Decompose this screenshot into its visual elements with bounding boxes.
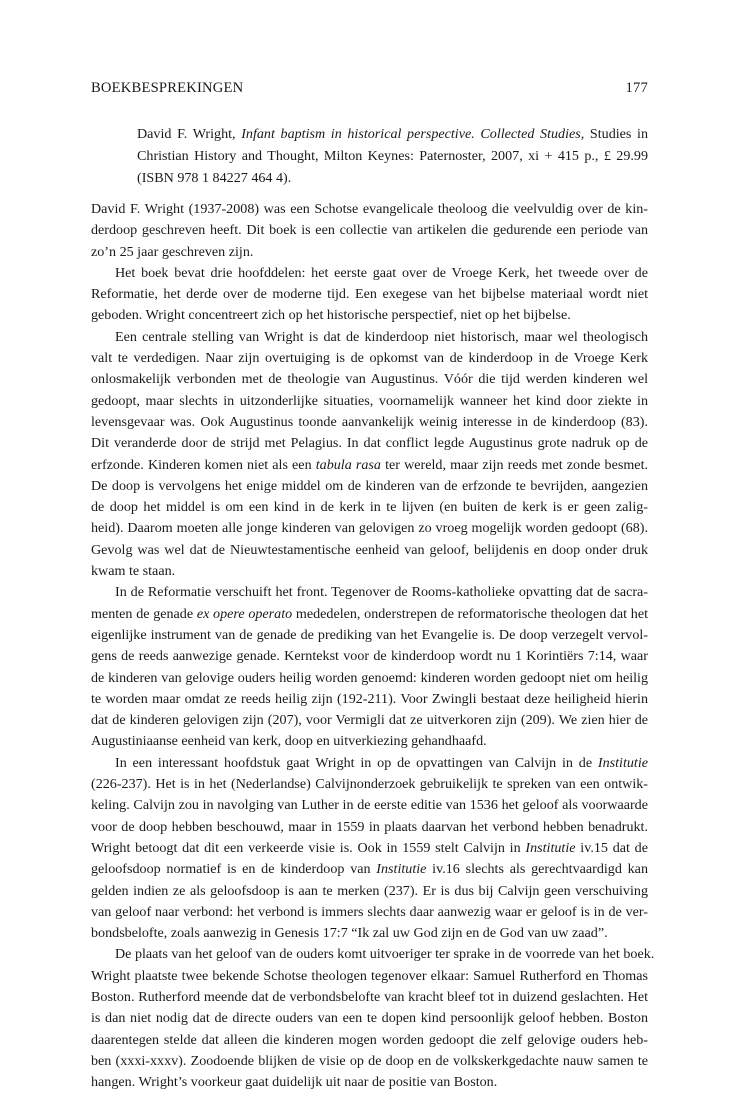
italic-term: ex opere operato <box>196 605 293 622</box>
text-line: gelden indien ze als geloofsdoop is aan te merken (237). Er is dus bij Calvijn geen verschuiving <box>91 882 648 899</box>
text-line: zo’n 25 jaar geschreven zijn. <box>91 243 254 260</box>
text-line: Een centrale stelling van Wright is dat de kinderdoop niet historisch, maar wel theologisch <box>115 328 648 345</box>
citation-series: Studies in <box>584 126 649 142</box>
text-line: geloofsdoop normatief is en de kinderdoop van Institutie iv.16 slechts als gerechtvaardigd kan <box>91 861 648 878</box>
text-line: Wright plaatste twee bekende Schotse theologen tegenover elkaar: Samuel Rutherford en Thomas <box>91 967 648 984</box>
text-line: Reformatie, het derde over de moderne tijd. Een exegese van het bijbelse materiaal wordt niet <box>91 286 648 303</box>
page-number: 177 <box>625 80 648 96</box>
text-line: geboden. Wright concentreert zich op het historische perspectief, niet op het bijbelse. <box>91 307 571 324</box>
paragraph-6 <box>91 944 655 1093</box>
text-line: David F. Wright (1937-2008) was een Schotse evangelicale theoloog die veelvuldig over de kin- <box>91 201 648 217</box>
text-line: Augustiniaanse eenheid van kerk, doop en uitverkiezing gehandhaafd. <box>91 733 487 750</box>
text-line: De plaats van het geloof van de ouders komt uitvoeriger ter sprake in de voorrede van het boek. <box>115 946 655 963</box>
text-line: dat de kinderen gelovigen zijn (207), voor Vermigli dat ze uitverkoren zijn (209). We zien hier de <box>91 712 648 729</box>
text-line: de kinderen van gelovige ouders heilig worden genoemd: kinderen worden gedoopt niet om heilig <box>91 669 648 686</box>
text-line: In een interessant hoofdstuk gaat Wright in op de opvattingen van Calvijn in de Institutie <box>115 754 648 771</box>
paragraph-5 <box>91 753 648 945</box>
text-line: In de Reformatie verschuift het front. Tegenover de Rooms-katholieke opvatting dat de sacra- <box>115 584 648 601</box>
text-line: erfzonde. Kinderen komen niet als een tabula rasa ter wereld, maar zijn reeds met zonde besmet. <box>91 456 649 473</box>
text-line: Het boek bevat drie hoofddelen: het eerste gaat over de Vroege Kerk, het tweede over de <box>115 264 648 281</box>
text-line: bondsbelofte, zoals aanwezig in Genesis 17:7 “Ik zal uw God zijn en de God van uw zaad”. <box>91 925 608 942</box>
text-line: Gevolg was wel dat de Nieuwtestamentische eenheid van geloof, belijdenis en doop onder druk <box>91 541 648 558</box>
italic-term: Institutie <box>597 754 648 771</box>
text-line: De doop is vervolgens het enige middel om de kinderen van de erfzonde te bevrijden, aangezien <box>91 477 648 494</box>
text-line: Dit veranderde door de strijd met Pelagius. In dat conflict legde Augustinus grote nadruk op de <box>91 435 648 452</box>
text-line: Boston. Rutherford meende dat de verbondsbelofte van kracht bleef tot in duizend geslachten. Het <box>91 988 648 1005</box>
text-line: is dan niet nodig dat de directe ouders van een te dopen kind persoonlijk geloof hebben. Boston <box>91 1010 648 1027</box>
italic-term: tabula rasa <box>315 456 381 473</box>
text-line: gens de reeds aanwezige genade. Kerntekst voor de kinderdoop wordt nu 1 Korintiërs 7:14, waar <box>91 648 648 665</box>
text-line: gedoopt, maar slechts in uitzonderlijke situaties, voornamelijk wanneer het kind door ziekte in <box>91 392 648 409</box>
citation-author: David F. Wright, <box>137 126 242 142</box>
paragraph-2 <box>91 263 648 327</box>
review-body <box>91 199 655 1093</box>
text-line: daarentegen stelde dat alleen die kinderen mogen worden gedoopt die zelf gelovige ouders heb- <box>91 1031 648 1048</box>
text-line: voor de doop hebben beschouwd, maar in 1559 in plaats daarvan het verbond hebben benadrukt. <box>91 818 648 835</box>
text-line: keling. Calvijn zou in navolging van Luther in de eerste editie van 1536 het geloof als voorwaarde <box>91 797 648 814</box>
book-citation <box>137 123 648 189</box>
text-line: de doop het middel is om een kind in de kerk in te lijven (en buiten de kerk is er geen zalig- <box>91 499 648 516</box>
text-line: hangen. Wright’s voorkeur gaat duidelijk uit naar de positie van Boston. <box>91 1074 498 1091</box>
text-line: ben (xxxi-xxxv). Zoodoende blijken de visie op de doop en de volkskerkgedachte nauw samen te <box>91 1052 648 1069</box>
text-line: van geloof naar verbond: het verbond is immers slechts daar aanwezig waar er geloof is in de ver- <box>91 903 648 920</box>
italic-term: Institutie <box>525 839 576 856</box>
citation-isbn: (ISBN 978 1 84227 464 4). <box>137 170 292 186</box>
text-line: valt te verdedigen. Naar zijn overtuiging is de opkomst van de kinderdoop in de Vroege Kerk <box>91 350 648 367</box>
text-line: levensgevaar was. Ook Augustinus toonde aanvankelijk weinig interesse in de kinderdoop (83). <box>91 413 648 430</box>
citation-line: Christian History and Thought, Milton Keynes: Paternoster, 2007, xi + 415 p., £ 29.99 <box>137 148 648 164</box>
paragraph-3 <box>91 327 648 583</box>
citation-title: Infant baptism in historical perspective. Collected Studies, <box>241 126 585 142</box>
text-line: te worden maar omdat ze reeds heilig zijn (192-211). Voor Zwingli bestaat deze heiligheid hierin <box>91 690 648 707</box>
paragraph-4 <box>91 582 648 752</box>
text-line: (226-237). Het is in het (Nederlandse) Calvijnonderzoek gebruikelijk te spreken van een ontwik- <box>91 776 648 793</box>
text-line: menten de genade ex opere operato mededelen, onderstrepen de reformatorische theologen dat het <box>91 605 649 622</box>
text-line: derdoop geschreven heeft. Dit boek is een collectie van artikelen die gedurende een periode van <box>91 222 648 239</box>
text-line: eigenlijke instrument van de genade de prediking van het Evangelie is. De doop verzegelt vervol- <box>91 626 648 643</box>
citation-line <box>137 123 648 145</box>
section-title: BOEKBESPREKINGEN <box>91 80 244 96</box>
text-line: onlosmakelijk verbonden met de theologie van Augustinus. Vóór die tijd werden kinderen wel <box>91 371 648 388</box>
italic-term: Institutie <box>376 861 427 878</box>
text-line: kwam te staan. <box>91 563 176 580</box>
paragraph-1 <box>91 199 648 263</box>
text-line: Wright betoogt dat dit een verkeerde visie is. Ook in 1559 stelt Calvijn in Institutie iv.15 dat de <box>91 839 648 856</box>
running-head <box>91 80 648 102</box>
text-line: heid). Daarom moeten alle jonge kinderen van gelovigen zo vroeg mogelijk worden gedoopt (68). <box>91 520 648 537</box>
